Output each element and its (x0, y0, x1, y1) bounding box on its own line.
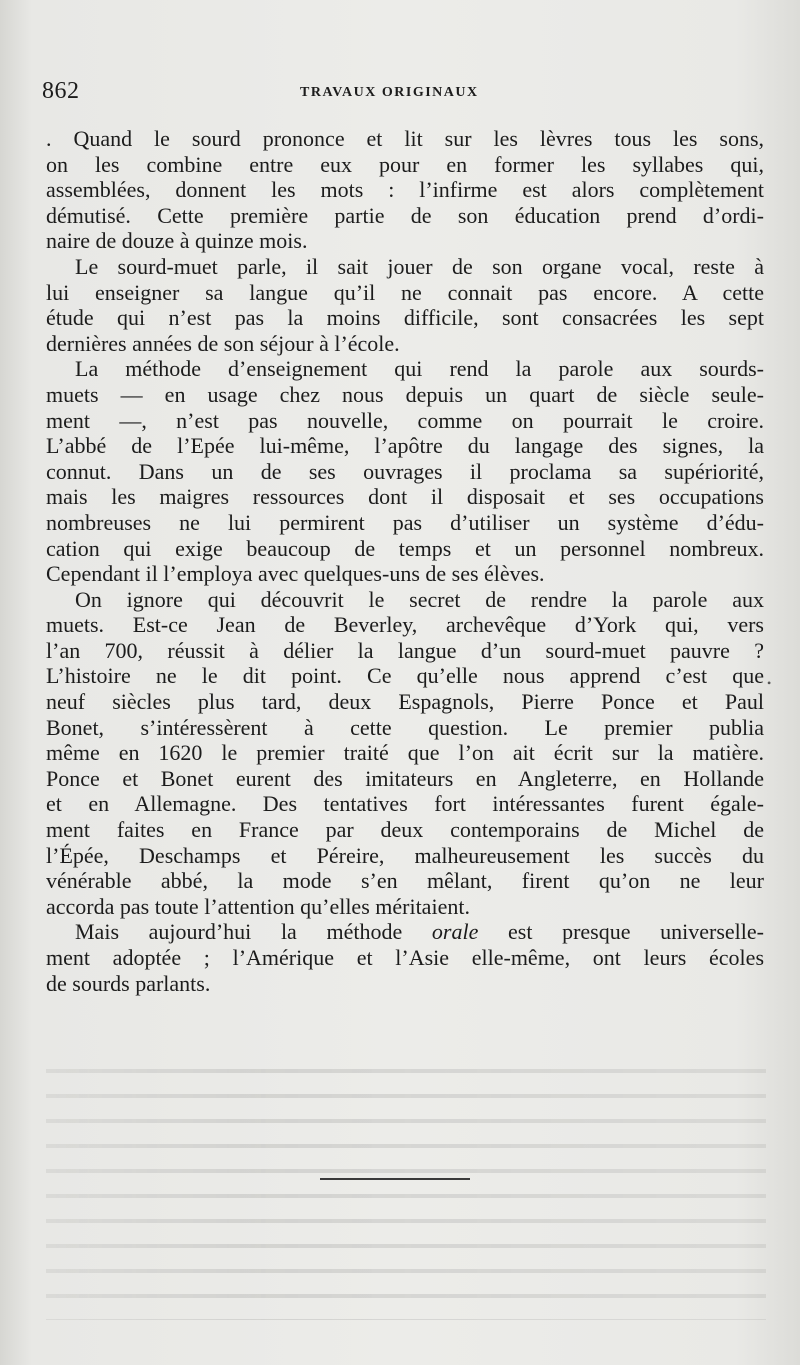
text-line: . Quand le sourd prononce et lit sur les lèvres tous les sons, (46, 126, 764, 151)
page-number: 862 (42, 78, 80, 104)
text-line: On ignore qui découvrit le secret de rendre la parole aux (75, 586, 764, 612)
running-head: TRAVAUX ORIGINAUX (300, 85, 479, 100)
text-line: Bonet, s’intéressèrent à cette question. Le premier publia (46, 714, 764, 740)
text-line: assemblées, donnent les mots : l’infirme est alors complètement (46, 177, 764, 203)
text-line: connut. Dans un de ses ouvrages il proclama sa supériorité, (46, 458, 764, 484)
text-line: étude qui n’est pas la moins difficile, sont consacrées les sept (46, 305, 764, 331)
text-line: l’Épée, Deschamps et Péreire, malheureusement les succès du (46, 842, 764, 868)
text-line: Le sourd-muet parle, il sait jouer de son organe vocal, reste à (75, 253, 764, 279)
body-text (46, 126, 764, 996)
text-line: ment faites en France par deux contemporains de Michel de (46, 817, 764, 843)
text-line: La méthode d’enseignement qui rend la parole aux sourds- (75, 356, 764, 382)
text-line: lui enseigner sa langue qu’il ne connait pas encore. A cette (46, 279, 764, 305)
text-line: muets. Est-ce Jean de Beverley, archevêque d’York qui, vers (46, 612, 764, 638)
text-line: nombreuses ne lui permirent pas d’utiliser un système d’édu- (46, 509, 764, 535)
text-line: l’an 700, réussit à délier la langue d’un sourd-muet pauvre ? (46, 637, 764, 663)
text-line: muets — en usage chez nous depuis un quart de siècle seule- (46, 381, 764, 407)
text-line: neuf siècles plus tard, deux Espagnols, Pierre Ponce et Paul (46, 689, 764, 715)
text-line: Ponce et Bonet eurent des imitateurs en Angleterre, en Hollande (46, 765, 764, 791)
text-line: démutisé. Cette première partie de son éducation prend d’ordi- (46, 202, 764, 228)
text-line: on les combine entre eux pour en former les syllabes qui, (46, 151, 764, 177)
text-line: cation qui exige beaucoup de temps et un personnel nombreux. (46, 535, 764, 561)
text-line: ment adoptée ; l’Amérique et l’Asie elle-même, ont leurs écoles (46, 945, 764, 970)
emphasis-word: orale (431, 919, 479, 945)
text-line: et en Allemagne. Des tentatives fort intéressantes furent égale- (46, 791, 764, 817)
text-line: L’histoire ne le dit point. Ce qu’elle nous apprend c’est que (46, 663, 764, 689)
text-line: accorda pas toute l’attention qu’elles méritaient. (46, 893, 470, 919)
margin-mark: • (767, 676, 772, 690)
text-line: mais les maigres ressources dont il disposait et ses occupations (46, 484, 764, 510)
text-line: Mais aujourd’hui la méthode orale est presque universelle- (75, 919, 764, 945)
text-line: vénérable abbé, la mode s’en mêlant, firent qu’on ne leur (46, 868, 764, 894)
text-line: Cependant il l’employa avec quelques-uns de ses élèves. (46, 561, 545, 587)
text-line: même en 1620 le premier traité que l’on ait écrit sur la matière. (46, 740, 764, 766)
text-line: naire de douze à quinze mois. (46, 228, 308, 254)
text-line: ment —, n’est pas nouvelle, comme on pourrait le croire. (46, 407, 764, 433)
text-line: L’abbé de l’Epée lui-même, l’apôtre du langage des signes, la (46, 433, 764, 459)
text-line: de sourds parlants. (46, 970, 211, 996)
show-through-text (46, 1060, 766, 1320)
footnote-rule (320, 1178, 470, 1180)
text-line: dernières années de son séjour à l’école. (46, 330, 400, 356)
